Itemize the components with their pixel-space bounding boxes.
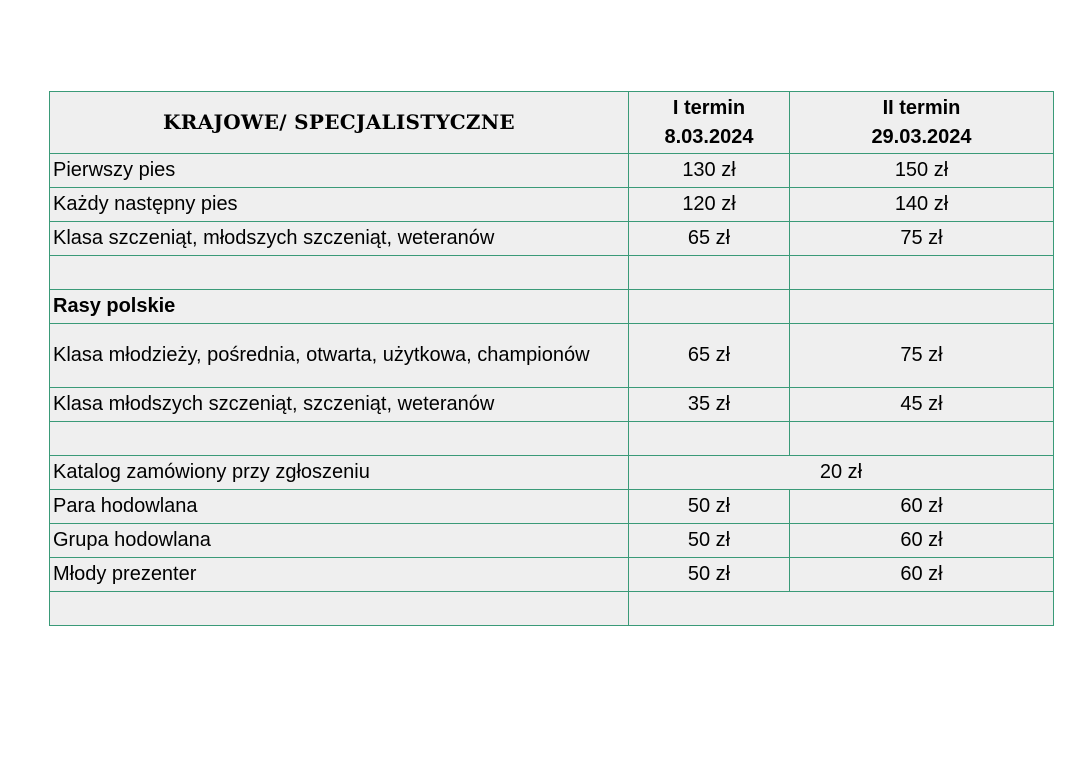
table-title: KRAJOWE/ SPECJALISTYCZNE: [50, 92, 629, 154]
row-label: [50, 256, 629, 290]
term1-price: [629, 422, 790, 456]
term1-price: 65 zł: [629, 222, 790, 256]
table-row-empty: [50, 592, 1054, 626]
term1-price: 50 zł: [629, 490, 790, 524]
row-label: Każdy następny pies: [50, 188, 629, 222]
table-row: [50, 524, 1054, 558]
shared-price: 20 zł: [629, 456, 1054, 490]
table-header-row: [50, 92, 1054, 154]
table-row: [50, 188, 1054, 222]
table-row: [50, 388, 1054, 422]
term2-price: [790, 256, 1054, 290]
term2-price: 60 zł: [790, 558, 1054, 592]
term1-price: 120 zł: [629, 188, 790, 222]
term1-price: 65 zł: [629, 324, 790, 388]
term2-price: 140 zł: [790, 188, 1054, 222]
table-row: [50, 490, 1054, 524]
term2-name: II termin: [882, 96, 961, 119]
shared-price: [629, 592, 1054, 626]
section-row: [50, 290, 1054, 324]
table-row-empty: [50, 422, 1054, 456]
table-row: [50, 222, 1054, 256]
row-label: Klasa szczeniąt, młodszych szczeniąt, weteranów: [50, 222, 629, 256]
term2-price: 60 zł: [790, 524, 1054, 558]
row-label: [50, 422, 629, 456]
term1-date: 8.03.2024: [664, 125, 754, 148]
term1-header: [629, 92, 790, 154]
section-heading: Rasy polskie: [50, 290, 629, 324]
term2-price: 150 zł: [790, 154, 1054, 188]
term2-price: [790, 422, 1054, 456]
term2-price: 45 zł: [790, 388, 1054, 422]
term1-price: 130 zł: [629, 154, 790, 188]
row-label: Klasa młodszych szczeniąt, szczeniąt, weteranów: [50, 388, 629, 422]
row-label: Pierwszy pies: [50, 154, 629, 188]
fees-table: [49, 91, 1054, 626]
row-label: Klasa młodzieży, pośrednia, otwarta, użytkowa, championów: [50, 324, 629, 388]
term1-price: 50 zł: [629, 558, 790, 592]
table-row: [50, 324, 1054, 388]
term1-price: 35 zł: [629, 388, 790, 422]
term2-price: 75 zł: [790, 222, 1054, 256]
row-label: Młody prezenter: [50, 558, 629, 592]
row-label: Katalog zamówiony przy zgłoszeniu: [50, 456, 629, 490]
term2-date: 29.03.2024: [871, 125, 972, 148]
table-row-empty: [50, 256, 1054, 290]
row-label: Grupa hodowlana: [50, 524, 629, 558]
term1-price: 50 zł: [629, 524, 790, 558]
table-row: [50, 154, 1054, 188]
table-row: [50, 558, 1054, 592]
term2-price: 60 zł: [790, 490, 1054, 524]
row-label: [50, 592, 629, 626]
term1-name: I termin: [672, 96, 746, 119]
table-row: [50, 456, 1054, 490]
term1-price: [629, 290, 790, 324]
term2-price: 75 zł: [790, 324, 1054, 388]
row-label: Para hodowlana: [50, 490, 629, 524]
term1-price: [629, 256, 790, 290]
term2-header: [790, 92, 1054, 154]
term2-price: [790, 290, 1054, 324]
